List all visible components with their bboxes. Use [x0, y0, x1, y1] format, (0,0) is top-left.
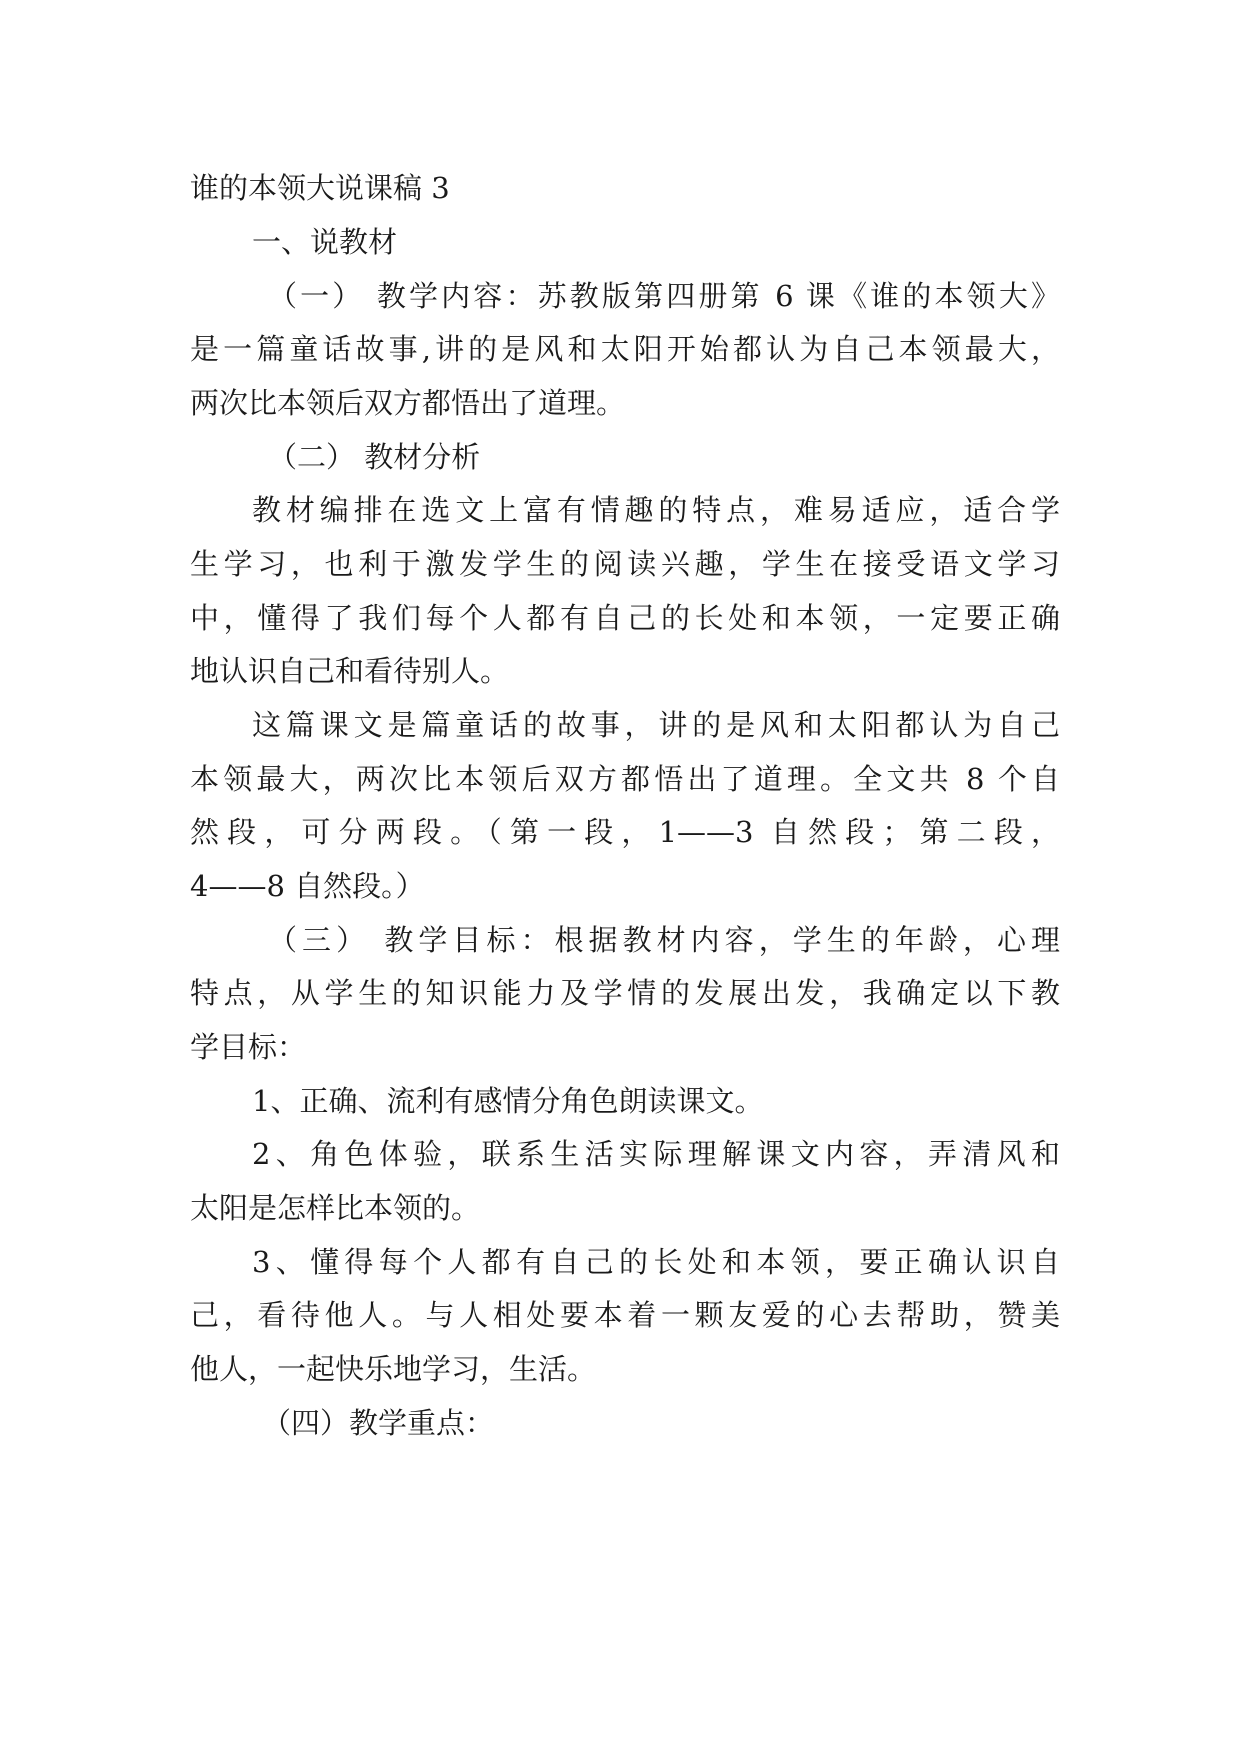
paragraph-line: 4——8 自然段。） [190, 869, 425, 903]
paragraph-line: 然段，可分两段。（第一段，1——3 自然段；第二段， [190, 815, 1060, 849]
subsection-heading: （二） 教材分析 [268, 440, 481, 474]
paragraph-line: 他人，一起快乐地学习，生活。 [190, 1352, 597, 1386]
paragraph-line: 是一篇童话故事,讲的是风和太阳开始都认为自己本领最大， [190, 332, 1060, 366]
paragraph-line: 中，懂得了我们每个人都有自己的长处和本领，一定要正确 [190, 601, 1060, 635]
paragraph-line: 太阳是怎样比本领的。 [190, 1191, 481, 1225]
paragraph-line: 特点，从学生的知识能力及学情的发展出发，我确定以下教 [190, 976, 1060, 1010]
list-item: 3、懂得每个人都有自己的长处和本领，要正确认识自 [252, 1245, 1060, 1279]
paragraph-line: 地认识自己和看待别人。 [190, 654, 510, 688]
section-heading: 一、说教材 [252, 225, 398, 259]
paragraph-line: 教材编排在选文上富有情趣的特点，难易适应，适合学 [252, 493, 1060, 527]
paragraph-line: （三） 教学目标：根据教材内容，学生的年龄，心理 [268, 923, 1060, 957]
list-item: 1、正确、流利有感情分角色朗读课文。 [252, 1084, 764, 1118]
paragraph-line: （一） 教学内容：苏教版第四册第 6 课《谁的本领大》 [268, 279, 1060, 313]
paragraph-line: 生学习，也利于激发学生的阅读兴趣，学生在接受语文学习 [190, 547, 1060, 581]
paragraph-line: 学目标： [190, 1030, 307, 1064]
paragraph-line: 这篇课文是篇童话的故事，讲的是风和太阳都认为自己 [252, 708, 1060, 742]
subsection-heading: （四）教学重点： [262, 1406, 495, 1440]
paragraph-line: 己，看待他人。与人相处要本着一颗友爱的心去帮助，赞美 [190, 1298, 1060, 1332]
paragraph-line: 本领最大，两次比本领后双方都悟出了道理。全文共 8 个自 [190, 762, 1060, 796]
list-item: 2、角色体验，联系生活实际理解课文内容，弄清风和 [252, 1137, 1060, 1171]
document-title: 谁的本领大说课稿 3 [190, 171, 450, 205]
paragraph-line: 两次比本领后双方都悟出了道理。 [190, 386, 626, 420]
